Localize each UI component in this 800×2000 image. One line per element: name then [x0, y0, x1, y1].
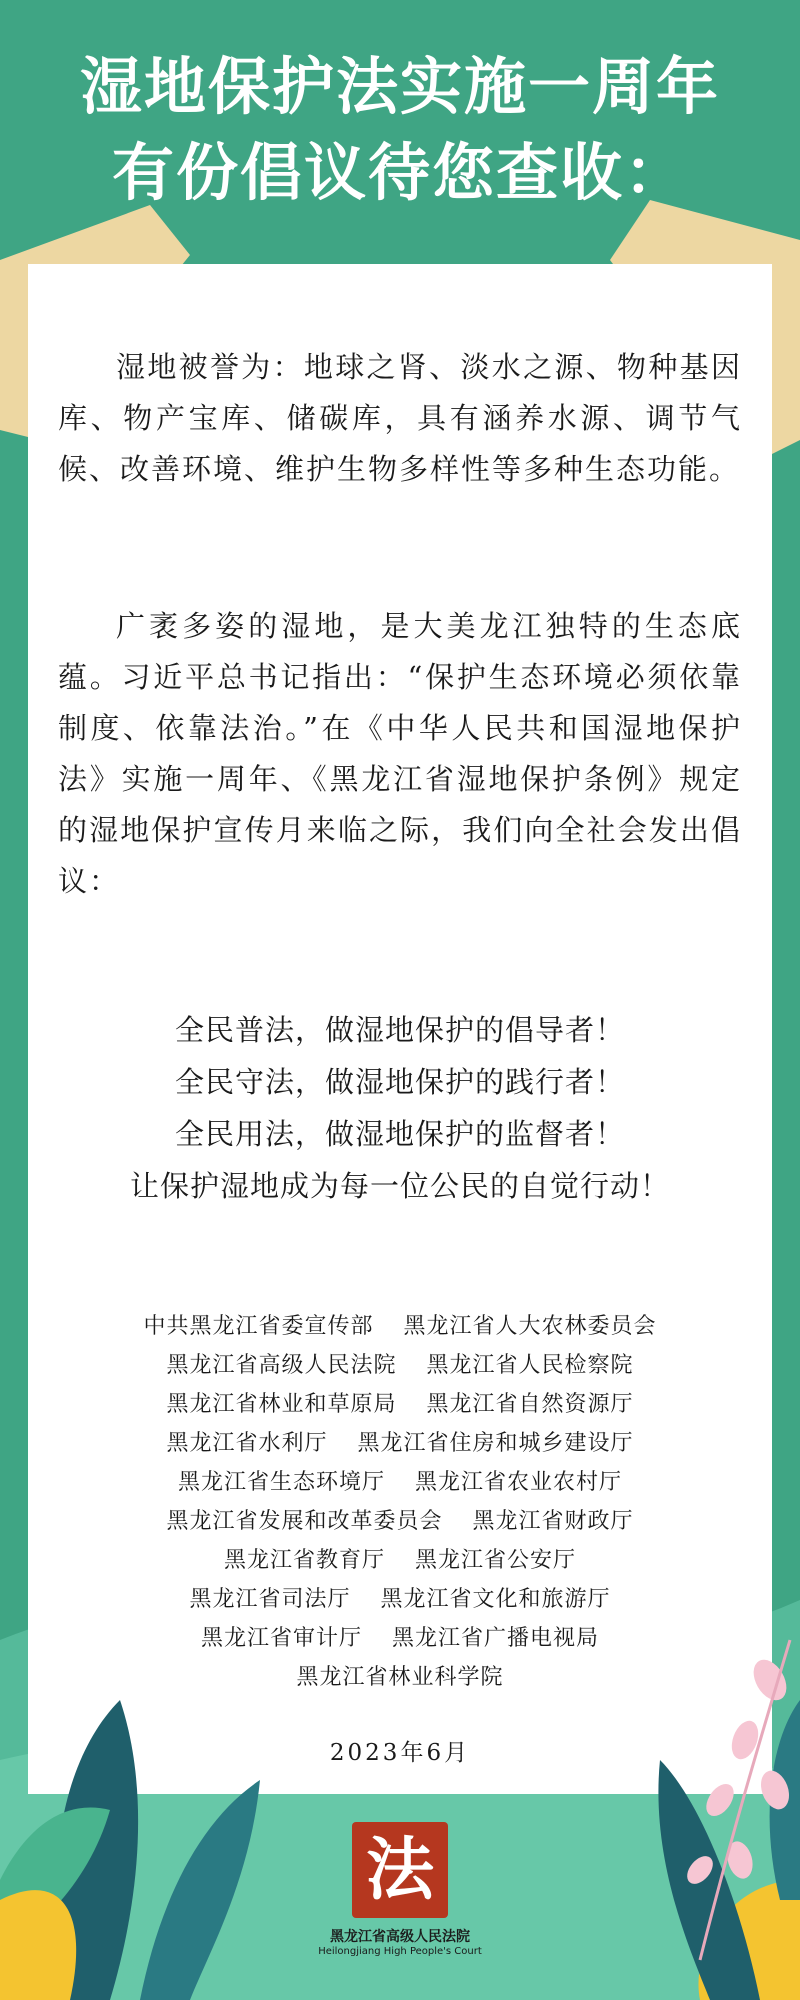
slogan-item: 让保护湿地成为每一位公民的自觉行动！ [129, 1169, 670, 1203]
organization-list [28, 1307, 772, 1697]
organization-row [28, 1385, 772, 1424]
page-title [0, 44, 800, 216]
organization-name: 黑龙江省林业科学院 [296, 1665, 504, 1690]
slogan-item: 全民普法，做湿地保护的倡导者！ [174, 1013, 625, 1047]
organization-name: 黑龙江省司法厅 [189, 1587, 351, 1612]
organization-row [28, 1619, 772, 1658]
court-logo-glyph: 法 [365, 1830, 434, 1910]
organization-name: 黑龙江省住房和城乡建设厅 [357, 1431, 634, 1456]
organization-row [28, 1424, 772, 1463]
organization-row [28, 1502, 772, 1541]
proposal-card [28, 264, 772, 1794]
organization-name: 黑龙江省文化和旅游厅 [380, 1587, 611, 1612]
organization-name: 黑龙江省高级人民法院 [166, 1353, 397, 1378]
court-name-en: Heilongjiang High People's Court [318, 1946, 482, 1957]
organization-name: 黑龙江省自然资源厅 [426, 1392, 634, 1417]
organization-name: 黑龙江省生态环境厅 [177, 1470, 385, 1495]
court-logo [352, 1822, 448, 1918]
issue-date: 2023年6月 [329, 1740, 471, 1766]
organization-name: 黑龙江省财政厅 [472, 1509, 634, 1534]
organization-row [28, 1463, 772, 1502]
organization-row [28, 1580, 772, 1619]
slogan-item: 全民用法，做湿地保护的监督者！ [174, 1117, 625, 1151]
title-line-1: 湿地保护法实施一周年 [79, 50, 720, 123]
title-line-2: 有份倡议待您查收： [111, 136, 688, 209]
organization-name: 中共黑龙江省委宣传部 [143, 1314, 374, 1339]
organization-row [28, 1541, 772, 1580]
slogan-item: 全民守法，做湿地保护的践行者！ [174, 1065, 625, 1099]
court-name-cn: 黑龙江省高级人民法院 [330, 1929, 470, 1945]
slogan-list [28, 1004, 772, 1212]
organization-name: 黑龙江省人大农林委员会 [403, 1314, 657, 1339]
organization-name: 黑龙江省农业农村厅 [415, 1470, 623, 1495]
intro-paragraph: 湿地被誉为：地球之肾、淡水之源、物种基因库、物产宝库、储碳库，具有涵养水源、调节气候、改善环境、维护生物多样性等多种生态功能。 [58, 350, 742, 486]
organization-row [28, 1307, 772, 1346]
organization-name: 黑龙江省审计厅 [200, 1626, 362, 1651]
organization-name: 黑龙江省公安厅 [415, 1548, 577, 1573]
organization-name: 黑龙江省人民检察院 [426, 1353, 634, 1378]
organization-row [28, 1658, 772, 1697]
initiative-paragraph: 广袤多姿的湿地，是大美龙江独特的生态底蕴。习近平总书记指出：“保护生态环境必须依靠制度、依靠法治。”在《中华人民共和国湿地保护法》实施一周年、《黑龙江省湿地保护条例》规定的湿地保护宣传月来临之际，我们向全社会发出倡议： [58, 609, 742, 898]
organization-row [28, 1346, 772, 1385]
organization-name: 黑龙江省林业和草原局 [166, 1392, 397, 1417]
organization-name: 黑龙江省水利厅 [166, 1431, 328, 1456]
organization-name: 黑龙江省教育厅 [223, 1548, 385, 1573]
organization-name: 黑龙江省广播电视局 [392, 1626, 600, 1651]
organization-name: 黑龙江省发展和改革委员会 [166, 1509, 443, 1534]
